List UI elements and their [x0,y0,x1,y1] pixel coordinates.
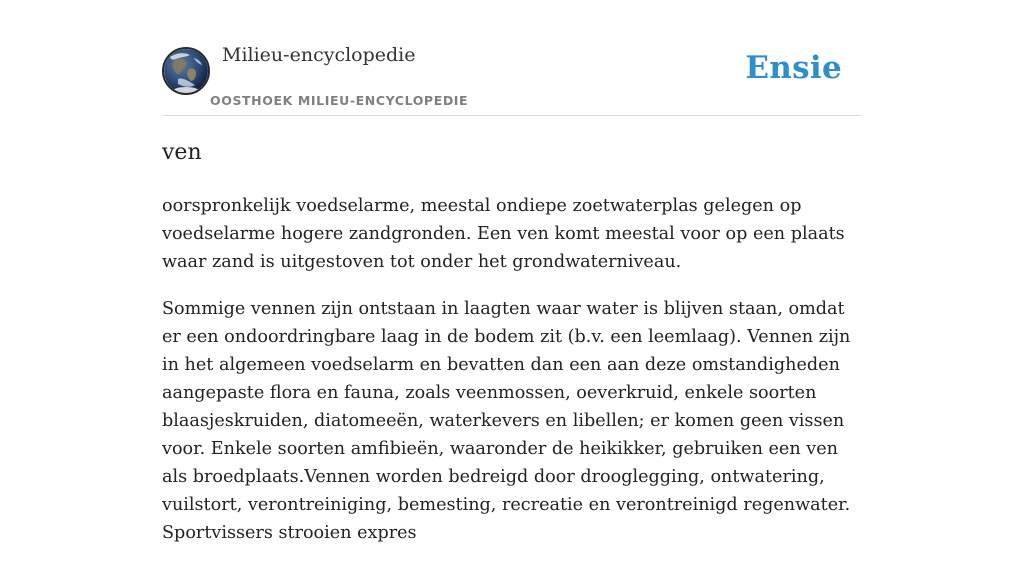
page [162,0,862,543]
article-paragraph: Sommige vennen zijn ontstaan in laagten waar water is blijven staan, omdat er een ondoordringbare laag in de bodem zit (b.v. een leemlaag). Vennen zijn in het algemeen voedselarm en bevatten dan een aan deze omstandigheden aangepaste flora en fauna, zoals veenmossen, oeverkruid, enkele soorten blaasjeskruiden, diatomeeën, waterkevers en libellen; er komen geen vissen voor. Enkele soorten amfibieën, waaronder de heikikker, gebruiken een ven als broedplaats.Vennen worden bedreigd door drooglegging, ontwatering, vuilstort, verontreiniging, bemesting, recreatie en verontreinigd regenwater. Sportvissers strooien expres [162,299,851,543]
article-body [162,192,862,566]
brand-logo-link[interactable]: Ensie [745,50,842,86]
earth-globe-icon[interactable] [162,47,210,95]
site-header [162,0,862,116]
article-paragraph: oorspronkelijk voedselarme, meestal ondiepe zoetwaterplas gelegen op voedselarme hogere zandgronden. Een ven komt meestal voor op een plaats waar zand is uitgestoven tot onder het grondwaterniveau. [162,196,845,272]
article-term: ven [162,140,202,165]
site-subtitle: OOSTHOEK MILIEU-ENCYCLOPEDIE [210,93,469,108]
site-name[interactable]: Milieu-encyclopedie [222,44,416,66]
